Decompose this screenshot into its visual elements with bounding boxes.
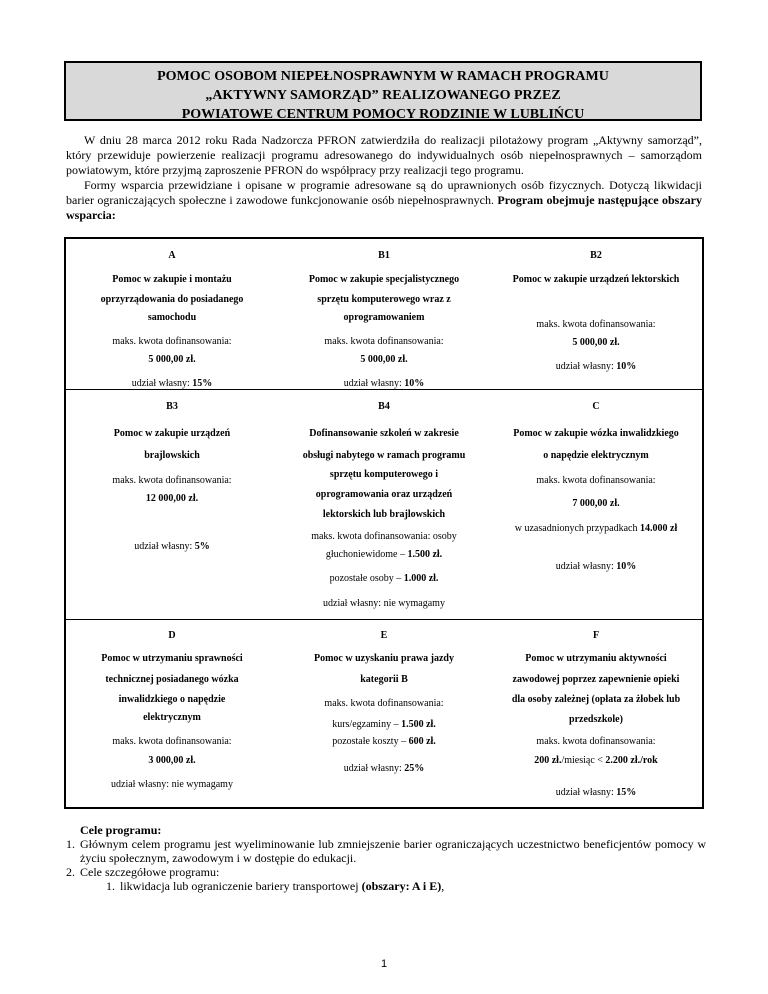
area-d-code: D: [168, 630, 176, 641]
area-b1-line1: Pomoc w zakupie specjalistycznego: [308, 274, 460, 285]
area-b3-own-label: udział własny:: [134, 541, 193, 552]
area-b2-max-label: maks. kwota dofinansowania:: [536, 319, 656, 330]
area-b1: [278, 239, 490, 389]
area-d-max: 3 000,00 zł.: [148, 755, 196, 766]
area-b2-code: B2: [590, 250, 602, 261]
area-f-line1: Pomoc w utrzymaniu aktywności: [525, 653, 667, 664]
area-b4: [278, 389, 490, 619]
area-b3-max: 12 000,00 zł.: [145, 493, 199, 504]
intro: [66, 133, 702, 223]
area-d: [66, 619, 278, 807]
area-b3-line1: Pomoc w zakupie urządzeń: [113, 428, 231, 439]
area-b4-others-label: pozostałe osoby –: [329, 573, 402, 584]
area-d-line1: Pomoc w utrzymaniu sprawności: [101, 653, 243, 664]
area-b1-max-label: maks. kwota dofinansowania:: [324, 336, 444, 347]
area-f-own: [490, 787, 702, 798]
area-b4-line1: Dofinansowanie szkoleń w zakresie: [309, 428, 459, 439]
area-f-line4: przedszkole): [569, 714, 623, 725]
area-b2-line1: Pomoc w zakupie urządzeń lektorskich: [512, 274, 680, 285]
area-e-course: [278, 719, 490, 730]
area-b1-line3: oprogramowaniem: [343, 312, 425, 323]
area-b2-own: [490, 361, 702, 372]
area-f-max-yearly: 2.200 zł./rok: [605, 755, 658, 766]
area-b2: [490, 239, 702, 389]
goal-subitem-1-areas: (obszary: A i E): [361, 879, 442, 893]
area-b3-line2: brajlowskich: [144, 450, 200, 461]
area-c-max: 7 000,00 zł.: [572, 498, 620, 509]
area-a-max-label: maks. kwota dofinansowania:: [112, 336, 232, 347]
area-f-max: [490, 755, 702, 766]
area-b4-deaf-value: 1.500 zł.: [407, 549, 443, 560]
area-b4-code: B4: [378, 401, 390, 412]
area-a-line3: samochodu: [147, 312, 197, 323]
goal-subitem-1-text: likwidacja lub ograniczenie bariery transportowej: [120, 879, 359, 893]
area-f-code: F: [592, 630, 600, 641]
area-b3-own: [66, 541, 278, 552]
goal-item-1: [66, 837, 706, 865]
area-d-own: udział własny: nie wymagamy: [111, 779, 233, 790]
area-d-line2: technicznej posiadanego wózka: [105, 674, 239, 685]
goal-item-2-number: 2.: [66, 865, 75, 879]
area-f-max-sep: /miesiąc <: [561, 755, 603, 766]
area-b4-line2: obsługi nabytego w ramach programu: [302, 450, 466, 461]
area-c-code: C: [592, 401, 600, 412]
intro-p2-text: Formy wsparcia przewidziane i opisane w programie adresowane są do uprawnionych osób fizycznych. Dotyczą likwidacji barier ograniczających społeczne i zawodowe funkcjonowanie osób niepełnosprawnych.: [66, 178, 702, 207]
page-number: 1: [380, 958, 388, 970]
area-b3-code: B3: [166, 401, 178, 412]
area-e-other-value: 600 zł.: [408, 736, 436, 747]
area-b4-max-label: maks. kwota dofinansowania: osoby: [311, 531, 457, 542]
support-areas-grid: [64, 237, 704, 809]
area-f-line2: zawodowej poprzez zapewnienie opieki: [512, 674, 680, 685]
area-c-justified: [490, 523, 702, 534]
area-b1-max: 5 000,00 zł.: [360, 354, 408, 365]
area-f-own-value: 15%: [616, 787, 637, 798]
area-d-line4: elektrycznym: [143, 712, 201, 723]
area-b2-own-label: udział własny:: [555, 361, 614, 372]
area-f-line3: dla osoby zależnej (opłata za żłobek lub: [511, 694, 681, 705]
area-a-line1: Pomoc w zakupie i montażu: [112, 274, 232, 285]
area-b4-own: udział własny: nie wymagamy: [323, 598, 445, 609]
area-d-max-label: maks. kwota dofinansowania:: [112, 736, 232, 747]
area-a-code: A: [168, 250, 176, 261]
area-c: [490, 389, 702, 619]
goal-subitem-1-end: ,: [441, 879, 445, 893]
area-a: [66, 239, 278, 389]
goal-item-1-number: 1.: [66, 837, 75, 851]
area-f: [490, 619, 702, 807]
area-f-max-label: maks. kwota dofinansowania:: [536, 736, 656, 747]
goal-item-2: [66, 865, 706, 879]
area-b4-line5: lektorskich lub brajlowskich: [322, 509, 446, 520]
goals-heading: Cele programu:: [80, 823, 162, 837]
area-e-max-label: maks. kwota dofinansowania:: [324, 698, 444, 709]
area-b4-line4: oprogramowania oraz urządzeń: [315, 489, 453, 500]
area-a-own-label: udział własny:: [131, 378, 190, 389]
area-b4-deaf: [278, 549, 490, 560]
area-b1-own: [278, 378, 490, 389]
area-b4-deaf-label: głuchoniewidome –: [325, 549, 405, 560]
area-f-max-monthly: 200 zł.: [534, 755, 562, 766]
area-b4-others-value: 1.000 zł.: [403, 573, 439, 584]
area-e-own-label: udział własny:: [343, 763, 402, 774]
area-b1-code: B1: [378, 250, 390, 261]
title-line-2: „AKTYWNY SAMORZĄD” REALIZOWANEGO PRZEZ: [205, 88, 561, 103]
intro-paragraph-2: [66, 178, 702, 223]
title-line-1: POMOC OSOBOM NIEPEŁNOSPRAWNYM W RAMACH PROGRAMU: [157, 69, 609, 84]
area-f-own-label: udział własny:: [555, 787, 614, 798]
goal-subitem-1-number: 1.: [106, 879, 115, 893]
area-e-line2: kategorii B: [360, 674, 408, 685]
area-e-own: [278, 763, 490, 774]
area-b3: [66, 389, 278, 619]
area-e-course-label: kurs/egzaminy –: [332, 719, 399, 730]
area-c-justified-label: w uzasadnionych przypadkach: [514, 523, 638, 534]
title-box: [64, 61, 702, 121]
area-b3-own-value: 5%: [194, 541, 210, 552]
area-b1-own-label: udział własny:: [343, 378, 402, 389]
area-e-own-value: 25%: [404, 763, 425, 774]
area-e-code: E: [380, 630, 388, 641]
area-c-own-value: 10%: [616, 561, 637, 572]
area-b2-own-value: 10%: [616, 361, 637, 372]
area-b2-max: 5 000,00 zł.: [572, 337, 620, 348]
area-b3-max-label: maks. kwota dofinansowania:: [112, 475, 232, 486]
intro-paragraph-1: W dniu 28 marca 2012 roku Rada Nadzorcza PFRON zatwierdziła do realizacji pilotażowy program „Aktywny samorząd”, który przewiduje powierzenie realizacji programu adresowanego do indywidualnych osób niepełnosprawnych – samorządom powiatowym, które przyjmą zaproszenie PFRON do współpracy przy realizacji tego programu.: [66, 133, 702, 177]
program-goals: [66, 823, 706, 893]
area-e-course-value: 1.500 zł.: [401, 719, 436, 730]
area-d-line3: inwalidzkiego o napędzie: [118, 694, 226, 705]
area-c-justified-value: 14.000 zł: [640, 523, 678, 534]
area-b4-line3: sprzętu komputerowego i: [329, 469, 439, 480]
intro-p2-bold: Program obejmuje następujące obszary wsparcia:: [66, 193, 702, 222]
area-c-max-label: maks. kwota dofinansowania:: [536, 475, 656, 486]
area-c-line2: o napędzie elektrycznym: [543, 450, 649, 461]
area-c-line1: Pomoc w zakupie wózka inwalidzkiego: [513, 428, 679, 439]
goal-item-1-text: Głównym celem programu jest wyeliminowanie lub zmniejszenie barier ograniczających uczestnictwo beneficjentów pomocy w życiu społecznym, zawodowym i w dostępie do edukacji.: [80, 837, 706, 865]
area-a-max: 5 000,00 zł.: [148, 354, 196, 365]
area-c-own: [490, 561, 702, 572]
area-e-other: [278, 736, 490, 747]
area-b1-line2: sprzętu komputerowego wraz z: [317, 294, 451, 305]
title-line-3: POWIATOWE CENTRUM POMOCY RODZINIE W LUBLIŃCU: [181, 107, 585, 122]
area-e-other-label: pozostałe koszty –: [332, 736, 407, 747]
goal-item-2-text: Cele szczegółowe programu:: [80, 865, 220, 879]
goal-subitem-1: [106, 879, 706, 893]
area-a-own: [66, 378, 278, 389]
area-a-own-value: 15%: [192, 378, 213, 389]
area-b1-own-value: 10%: [404, 378, 425, 389]
area-e-line1: Pomoc w uzyskaniu prawa jazdy: [313, 653, 454, 664]
area-b4-others: [278, 573, 490, 584]
area-c-own-label: udział własny:: [555, 561, 614, 572]
area-a-line2: oprzyrządowania do posiadanego: [100, 294, 244, 305]
area-e: [278, 619, 490, 807]
